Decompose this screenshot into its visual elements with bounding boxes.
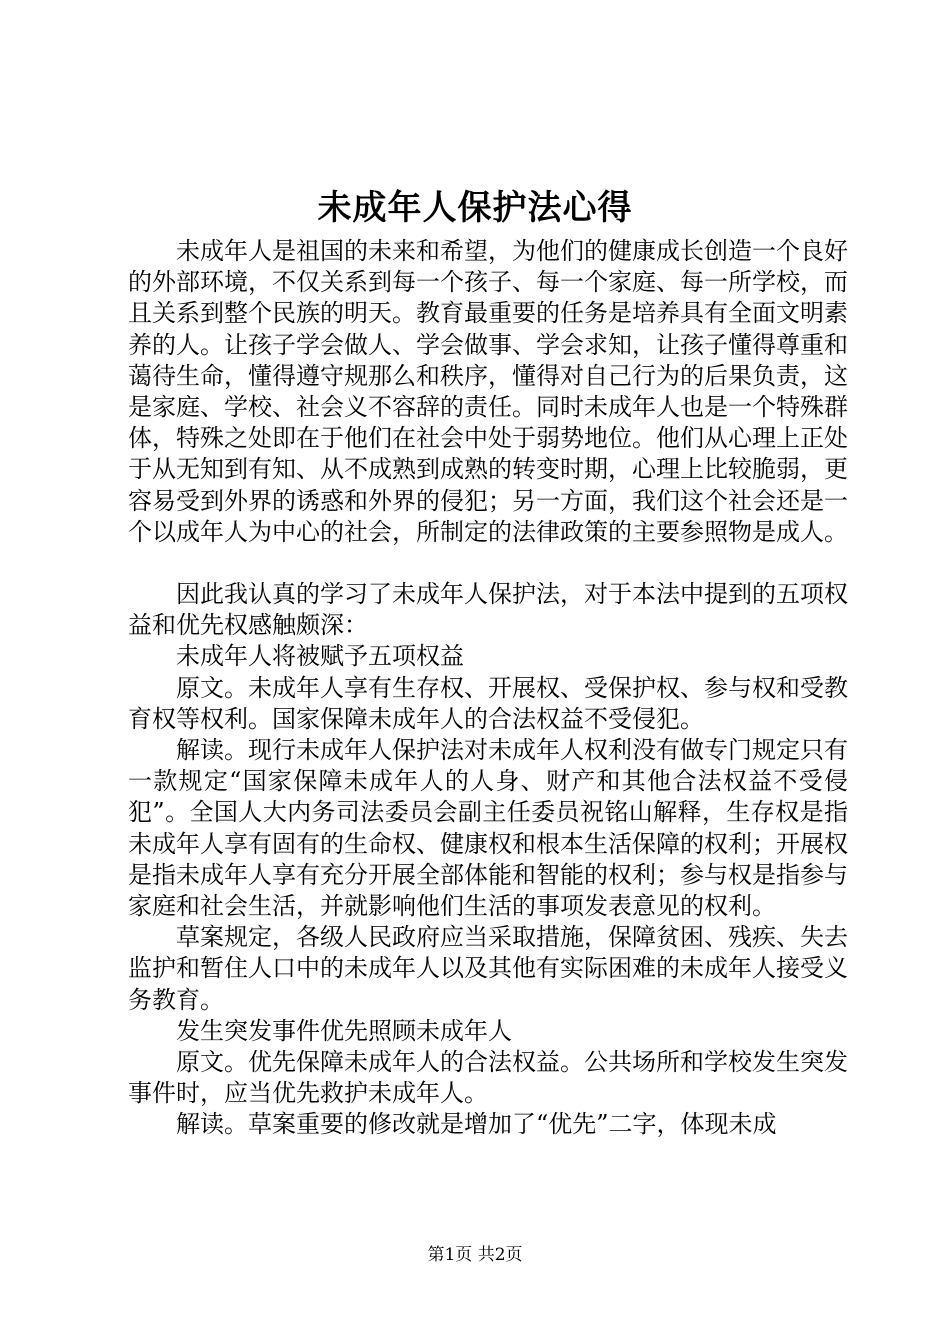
paragraph-original-text-1: 原文。未成年人享有生存权、开展权、受保护权、参与权和受教育权等权利。国家保障未成年人的合法权益不受侵犯。 bbox=[128, 673, 848, 733]
document-title: 未成年人保护法心得 bbox=[317, 188, 633, 228]
paragraph-interpretation-2: 解读。草案重要的修改就是增加了“优先”二字，体现未成 bbox=[176, 1110, 777, 1139]
page-number-footer: 第1页 共2页 bbox=[427, 1245, 523, 1265]
paragraph-intro: 未成年人是祖国的未来和希望，为他们的健康成长创造一个良好的外部环境，不仅关系到每一个孩子、每一个家庭、每一所学校，而且关系到整个民族的明天。教育最重要的任务是培养具有全面文明素养的人。让孩子学会做人、学会做事、学会求知，让孩子懂得尊重和蔼待生命，懂得遵守规那么和秩序，懂得对自己行为的后果负责，这是家庭、学校、社会义不容辞的责任。同时未成年人也是一个特殊群体，特殊之处即在于他们在社会中处于弱势地位。他们从心理上正处于从无知到有知、从不成熟到成熟的转变时期，心理上比较脆弱，更容易受到外界的诱惑和外界的侵犯；另一方面，我们这个社会还是一个以成年人为中心的社会，所制定的法律政策的主要参照物是成人。 bbox=[128, 237, 848, 546]
paragraph-draft-provision: 草案规定，各级人民政府应当采取措施，保障贫困、残疾、失去监护和暂住人口中的未成年人以及其他有实际困难的未成年人接受义务教育。 bbox=[128, 923, 848, 1014]
section-heading-five-rights: 未成年人将被赋予五项权益 bbox=[176, 642, 464, 671]
document-body bbox=[128, 236, 848, 1141]
paragraph-study: 因此我认真的学习了未成年人保护法，对于本法中提到的五项权益和优先权感触颇深： bbox=[128, 580, 848, 640]
section-heading-priority: 发生突发事件优先照顾未成年人 bbox=[176, 1016, 512, 1045]
paragraph-interpretation-1: 解读。现行未成年人保护法对未成年人权利没有做专门规定只有一款规定“国家保障未成年人的人身、财产和其他合法权益不受侵犯”。全国人大内务司法委员会副主任委员祝铭山解释，生存权是指未成年人享有固有的生命权、健康权和根本生活保障的权利；开展权是指未成年人享有充分开展全部体能和智能的权利；参与权是指参与家庭和社会生活，并就影响他们生活的事项发表意见的权利。 bbox=[128, 736, 848, 921]
paragraph-original-text-2: 原文。优先保障未成年人的合法权益。公共场所和学校发生突发事件时，应当优先救护未成年人。 bbox=[128, 1048, 848, 1108]
